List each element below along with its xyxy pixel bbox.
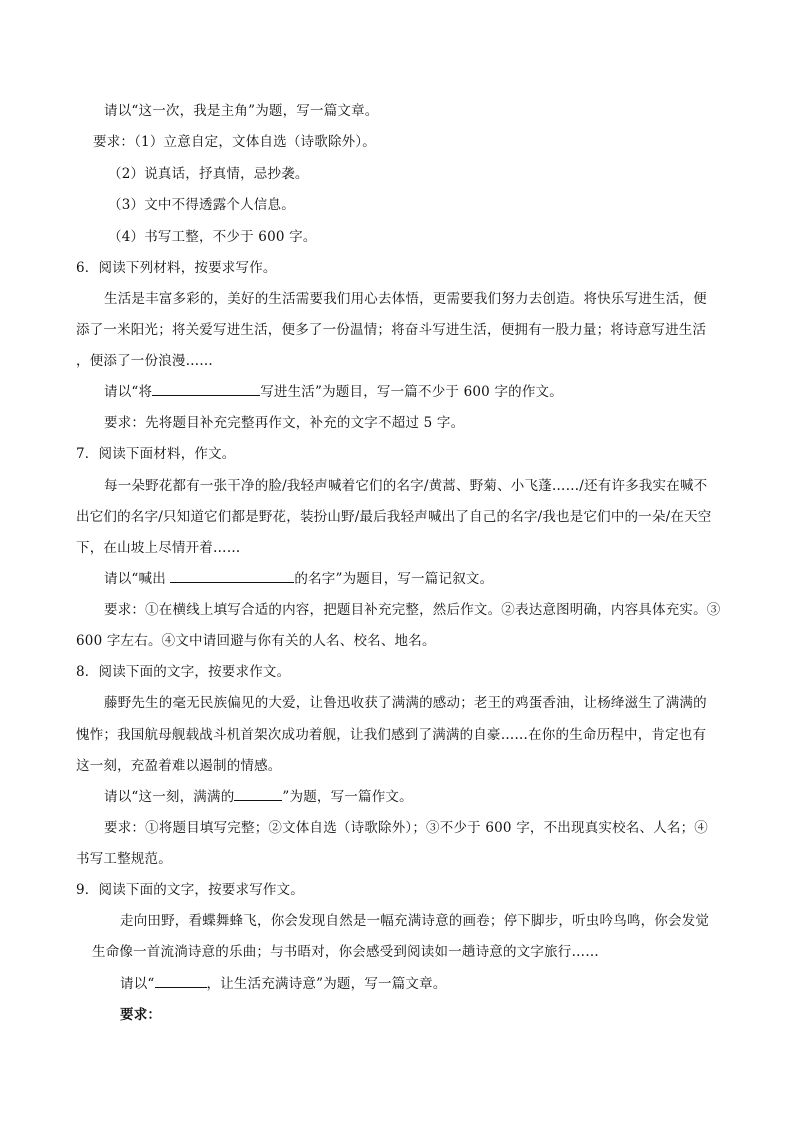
q7-title: 7．阅读下面材料，作文。 [76,446,236,462]
q7-title-blank[interactable] [170,569,294,583]
q7-requirement-line-2: 600 字左右。④文中请回避与你有关的人名、校名、地名。 [76,633,436,649]
q5-prompt: 请以“这一次，我是主角”为题，写一篇文章。 [104,103,379,119]
q5-requirement-2: （2）说真话，抒真情，忌抄袭。 [108,166,309,182]
q7-prompt-end: 的名字”为题目，写一篇记叙文。 [294,571,494,587]
q8-prompt-start: 请以“这一刻，满满的 [104,789,235,805]
q5-requirement-1: 要求：（1）立意自定，文体自选（诗歌除外）。 [93,134,376,150]
q7-prompt [104,569,493,589]
q9-requirement: 要求： [120,1007,162,1023]
q7-prompt-start: 请以“喊出 [104,571,171,587]
q7-requirement-line-1: 要求：①在横线上填写合适的内容，把题目补充完整，然后作文。②表达意图明确，内容具体充实。③ [104,602,721,618]
q6-requirement: 要求：先将题目补充完整再作文，补充的文字不超过 5 字。 [104,415,465,431]
q8-prompt [104,787,413,807]
q8-title: 8．阅读下面的文字，按要求作文。 [76,664,291,680]
q5-requirement-3: （3）文中不得透露个人信息。 [108,197,295,213]
q8-prompt-end: ”为题，写一篇作文。 [282,789,413,805]
q9-material-line-2: 生命像一首流淌诗意的乐曲；与书晤对，你会感受到阅读如一趟诗意的文字旅行…… [92,944,599,960]
q9-prompt-end: ，让生活充满诗意”为题，写一篇文章。 [206,976,447,992]
q9-prompt [120,974,447,994]
q9-material-line-1: 走向田野，看蝶舞蜂飞，你会发现自然是一幅充满诗意的画卷；停下脚步，听虫吟鸟鸣，你会发觉 [120,913,710,929]
q8-material-line-3: 这一刻，充盈着难以遏制的情感。 [76,758,282,774]
q9-prompt-start: 请以“ [120,976,155,992]
q8-title-blank[interactable] [234,787,282,801]
q9-title: 9．阅读下面的文字，按要求写作文。 [76,882,304,898]
q6-prompt [104,382,563,402]
q7-material-line-3: 下，在山坡上尽情开着…… [76,540,241,556]
q6-title: 6．阅读下列材料，按要求写作。 [76,260,277,276]
q8-material-line-2: 愧怍；我国航母舰载战斗机首架次成功着舰，让我们感到了满满的自豪……在你的生命历程中，肯定也有 [76,727,707,743]
q8-requirement-line-2: 书写工整规范。 [76,851,172,867]
q6-material-line-3: ，便添了一份浪漫…… [76,353,213,369]
q6-prompt-start: 请以“将 [104,384,153,400]
q5-requirement-4: （4）书写工整，不少于 600 字。 [108,229,317,245]
q9-title-blank[interactable] [155,974,207,988]
q7-material-line-1: 每一朵野花都有一张干净的脸/我轻声喊着它们的名字/黄蒿、野菊、小飞蓬……/还有许多我实在喊不 [104,478,708,494]
q6-material-line-2: 添了一米阳光；将关爱写进生活，便多了一份温情；将奋斗写进生活，便拥有一股力量；将诗意写进生活 [76,322,707,338]
q6-material-line-1: 生活是丰富多彩的，美好的生活需要我们用心去体悟，更需要我们努力去创造。将快乐写进生活，便 [104,291,707,307]
q8-material-line-1: 藤野先生的毫无民族偏见的大爱，让鲁迅收获了满满的感动；老王的鸡蛋香油，让杨绛滋生了满满的 [104,695,707,711]
q8-requirement-line-1: 要求：①将题目填写完整；②文体自选（诗歌除外）；③不少于 600 字，不出现真实校名、人名；④ [104,820,708,836]
q6-title-blank[interactable] [152,382,260,396]
q6-prompt-end: 写进生活”为题目，写一篇不少于 600 字的作文。 [260,384,563,400]
q7-material-line-2: 出它们的名字/只知道它们都是野花，装扮山野/最后我轻声喊出了自己的名字/我也是它们中的一朵/在天空 [76,509,712,525]
